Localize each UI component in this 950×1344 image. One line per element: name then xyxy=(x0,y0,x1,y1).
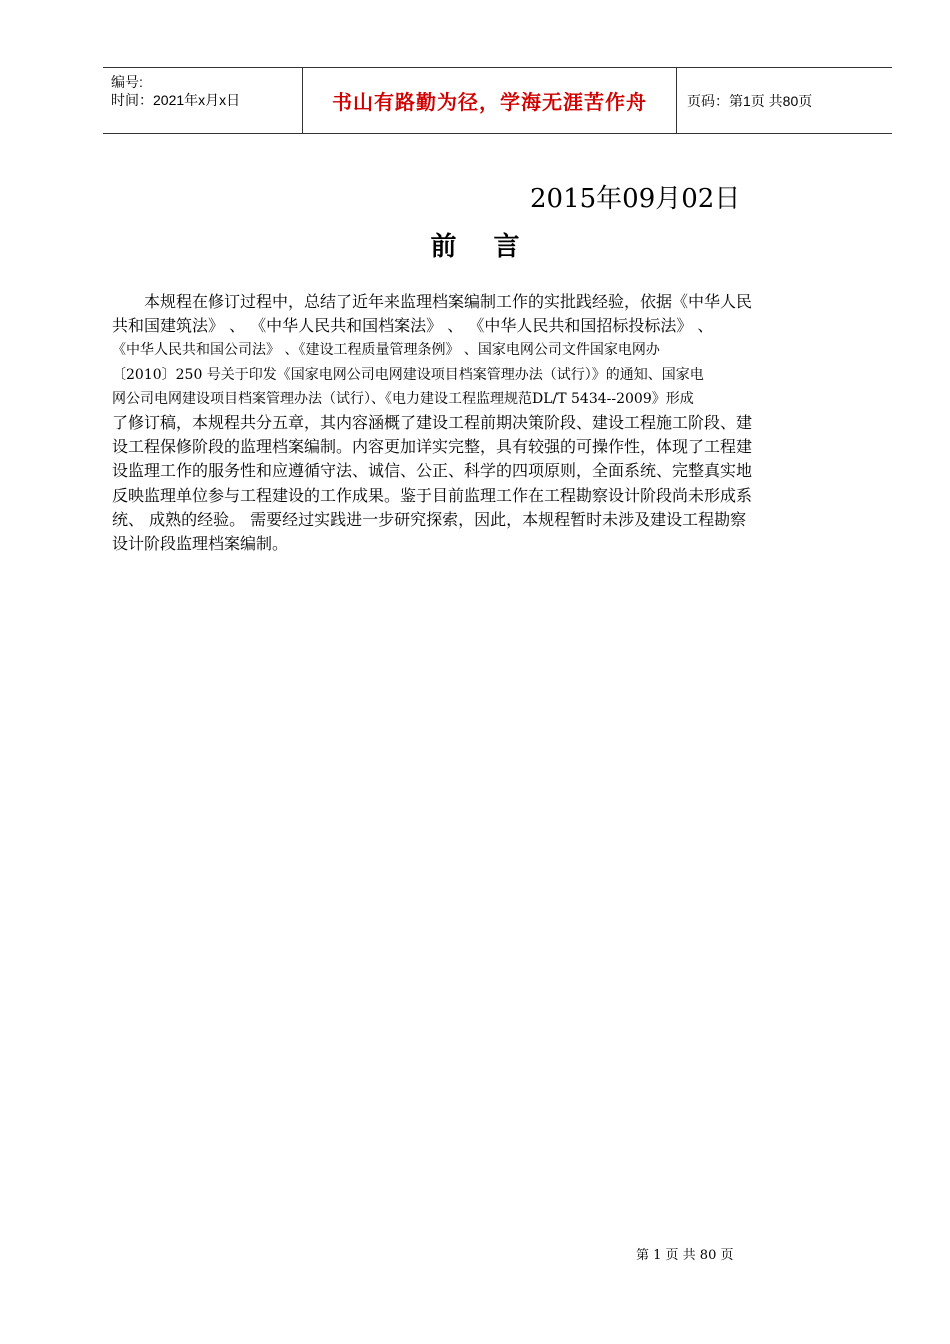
paragraph-line: 反映监理单位参与工程建设的工作成果。鉴于目前监理工作在工程勘察设计阶段尚未形成系 xyxy=(112,485,753,505)
paragraph-line: 《中华人民共和国公司法》 、《建设工程质量管理条例》 、国家电网公司文件国家电网办 xyxy=(112,342,660,359)
header-motto: 书山有路勤为径，学海无涯苦作舟 xyxy=(303,68,677,133)
page-footer: 第 1 页 共 80 页 xyxy=(636,1248,734,1263)
time-label: 时间：2021年x月x日 xyxy=(111,92,241,108)
preface-paragraph xyxy=(112,290,882,556)
page-title: 前 言 xyxy=(430,232,534,262)
paragraph-line: 统、 成熟的经验。 需要经过实践进一步研究探索，因此，本规程暂时未涉及建设工程勘察 xyxy=(112,509,747,529)
paragraph-line: 设计阶段监理档案编制。 xyxy=(112,534,289,554)
paragraph-line: 〔2010〕250 号关于印发《国家电网公司电网建设项目档案管理办法（试行）》的通知、国家电 xyxy=(112,366,704,383)
paragraph-line: 设监理工作的服务性和应遵循守法、诚信、公正、科学的四项原则，全面系统、完整真实地 xyxy=(112,461,753,481)
paragraph-line: 共和国建筑法》 、 《中华人民共和国档案法》 、 《中华人民共和国招标投标法》 、 xyxy=(112,316,714,336)
header-page-code: 页码：第1页 共80页 xyxy=(687,92,813,109)
document-date: 2015年09月02日 xyxy=(530,184,741,214)
paragraph-line: 设工程保修阶段的监理档案编制。内容更加详实完整，具有较强的可操作性，体现了工程建 xyxy=(112,437,753,457)
page-header xyxy=(103,67,892,134)
number-label: 编号: xyxy=(111,74,143,90)
header-info-cell xyxy=(103,68,303,133)
paragraph-line: 网公司电网建设项目档案管理办法（试行）、《电力建设工程监理规范DL/T 5434--2009》形成 xyxy=(112,390,694,407)
paragraph-line: 了修订稿，本规程共分五章，其内容涵概了建设工程前期决策阶段、建设工程施工阶段、建 xyxy=(112,413,753,433)
paragraph-line: 本规程在修订过程中，总结了近年来监理档案编制工作的实批践经验，依据《中华人民 xyxy=(112,292,753,311)
